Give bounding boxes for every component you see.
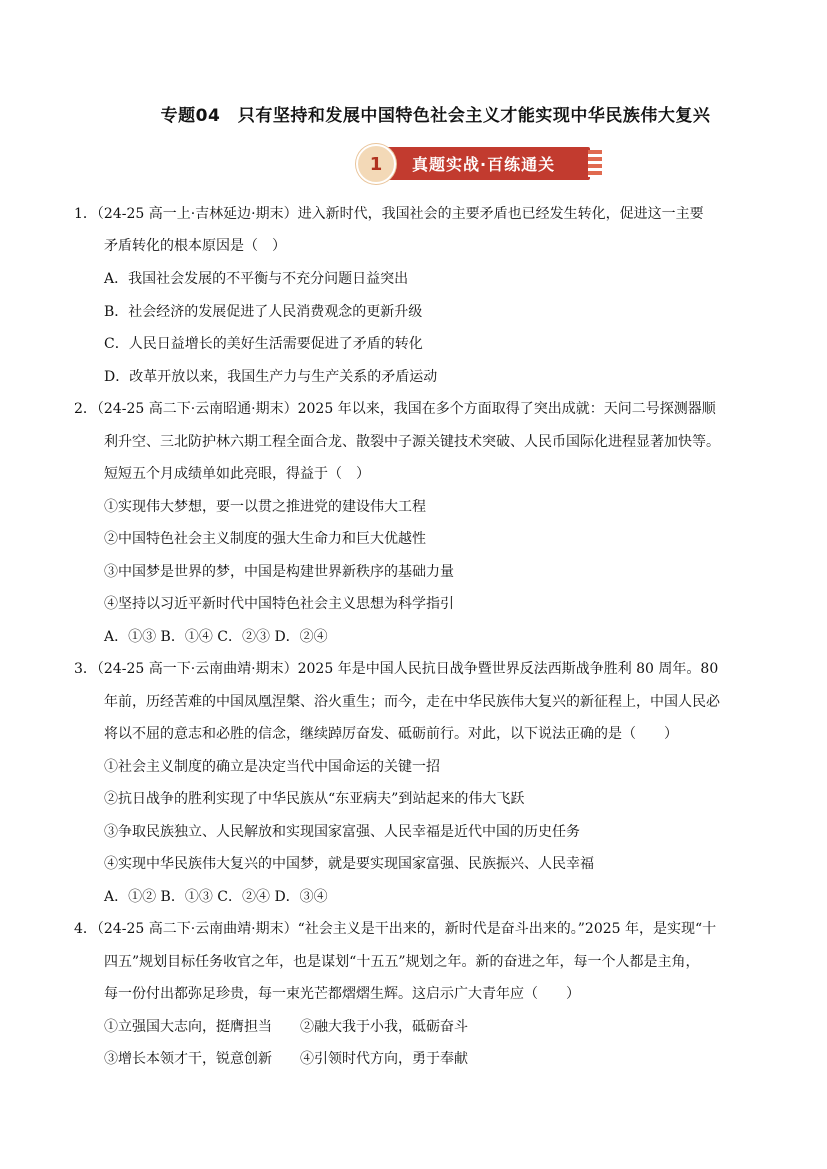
question-option: ②抗日战争的胜利实现了中华民族从“东亚病夫”到站起来的伟大飞跃 [104, 791, 525, 807]
question-option: ①立强国大志向，挺膺担当 ②融大我于小我，砥砺奋斗 [104, 1019, 468, 1035]
question-stem-line: 利升空、三北防护林六期工程全面合龙、散裂中子源关键技术突破、人民币国际化进程显著加快等。 [104, 434, 720, 450]
question-stem-line: 四五”规划目标任务收官之年，也是谋划“十五五”规划之年。新的奋进之年，每一个人都是主角， [104, 954, 700, 970]
question-option: C．人民日益增长的美好生活需要促进了矛盾的转化 [104, 336, 423, 352]
section-banner [356, 143, 602, 183]
question-stem-line: 1．（24-25 高一上·吉林延边·期末）进入新时代，我国社会的主要矛盾也已经发生转化，促进这一主要 [74, 206, 704, 222]
question-option: ②中国特色社会主义制度的强大生命力和巨大优越性 [104, 531, 426, 547]
question-option: ③增长本领才干，锐意创新 ④引领时代方向，勇于奉献 [104, 1051, 468, 1067]
question-option: ④坚持以习近平新时代中国特色社会主义思想为科学指引 [104, 596, 454, 612]
question-option: A．我国社会发展的不平衡与不充分问题日益突出 [104, 271, 409, 287]
question-stem-line: 短短五个月成绩单如此亮眼，得益于（ ） [104, 466, 370, 482]
question-stem-line: 4．（24-25 高二下·云南曲靖·期末）“社会主义是干出来的，新时代是奋斗出来的。”2025 年，是实现“十 [74, 921, 717, 937]
question-stem-line: 年前，历经苦难的中国凤凰涅槃、浴火重生；而今，走在中华民族伟大复兴的新征程上，中国人民必 [104, 694, 720, 710]
banner-label: 真题实战·百练通关 [412, 155, 556, 174]
question-option: ①社会主义制度的确立是决定当代中国命运的关键一招 [104, 759, 440, 775]
page-title: 专题04 只有坚持和发展中国特色社会主义才能实现中华民族伟大复兴 [160, 106, 711, 126]
banner-stripes [588, 150, 602, 177]
banner-number-badge: 1 [356, 144, 396, 184]
question-stem-line: 每一份付出都弥足珍贵，每一束光芒都熠熠生辉。这启示广大青年应（ ） [104, 986, 580, 1002]
question-option: ③中国梦是世界的梦，中国是构建世界新秩序的基础力量 [104, 564, 454, 580]
question-stem-line: 矛盾转化的根本原因是（ ） [104, 238, 286, 254]
answer-choices: A．①② B．①③ C．②④ D．③④ [104, 889, 328, 905]
question-option: D．改革开放以来，我国生产力与生产关系的矛盾运动 [104, 369, 438, 385]
question-option: ③争取民族独立、人民解放和实现国家富强、人民幸福是近代中国的历史任务 [104, 824, 580, 840]
question-option: ④实现中华民族伟大复兴的中国梦，就是要实现国家富强、民族振兴、人民幸福 [104, 856, 594, 872]
question-stem-line: 将以不屈的意志和必胜的信念，继续踔厉奋发、砥砺前行。对此，以下说法正确的是（ ） [104, 726, 678, 742]
question-stem-line: 2．（24-25 高二下·云南昭通·期末）2025 年以来，我国在多个方面取得了突出成就：天问二号探测器顺 [74, 401, 716, 417]
answer-choices: A．①③ B．①④ C．②③ D．②④ [104, 629, 328, 645]
question-option: B．社会经济的发展促进了人民消费观念的更新升级 [104, 304, 423, 320]
question-option: ①实现伟大梦想，要一以贯之推进党的建设伟大工程 [104, 499, 426, 515]
question-stem-line: 3．（24-25 高一下·云南曲靖·期末）2025 年是中国人民抗日战争暨世界反法西斯战争胜利 80 周年。80 [74, 661, 719, 677]
